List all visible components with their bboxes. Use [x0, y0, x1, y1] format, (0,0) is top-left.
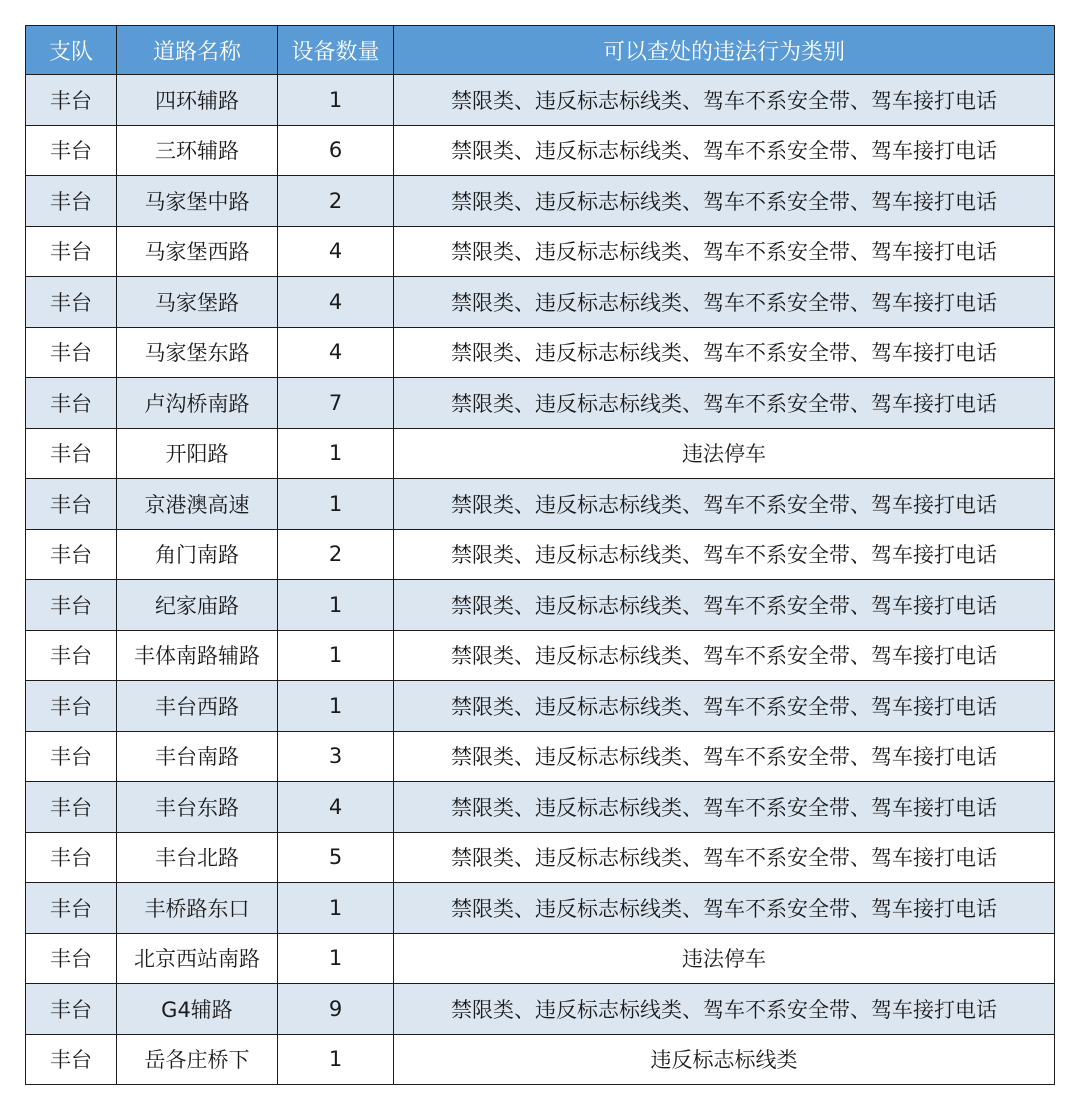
cell-violation-categories: 禁限类、违反标志标线类、驾车不系安全带、驾车接打电话: [394, 782, 1055, 833]
table-row: [26, 984, 1055, 1035]
cell-device-count: 4: [278, 226, 394, 277]
cell-device-count: 1: [278, 1034, 394, 1085]
cell-device-count: 4: [278, 277, 394, 328]
cell-road-name: 北京西站南路: [117, 933, 278, 984]
cell-violation-categories: 禁限类、违反标志标线类、驾车不系安全带、驾车接打电话: [394, 681, 1055, 732]
cell-detachment: 丰台: [26, 226, 117, 277]
cell-road-name: 京港澳高速: [117, 479, 278, 530]
cell-road-name: 丰体南路辅路: [117, 630, 278, 681]
cell-road-name: 四环辅路: [117, 75, 278, 126]
cell-road-name: 马家堡西路: [117, 226, 278, 277]
cell-violation-categories: 禁限类、违反标志标线类、驾车不系安全带、驾车接打电话: [394, 883, 1055, 934]
table-row: [26, 681, 1055, 732]
table-row: [26, 277, 1055, 328]
cell-violation-categories: 禁限类、违反标志标线类、驾车不系安全带、驾车接打电话: [394, 630, 1055, 681]
table-row: [26, 479, 1055, 530]
table-row: [26, 378, 1055, 429]
header-device-count: 设备数量: [278, 26, 394, 75]
cell-violation-categories: 禁限类、违反标志标线类、驾车不系安全带、驾车接打电话: [394, 984, 1055, 1035]
cell-road-name: 马家堡中路: [117, 176, 278, 227]
cell-device-count: 5: [278, 832, 394, 883]
cell-detachment: 丰台: [26, 75, 117, 126]
cell-road-name: 三环辅路: [117, 125, 278, 176]
table-row: [26, 1034, 1055, 1085]
cell-detachment: 丰台: [26, 630, 117, 681]
table-row: [26, 580, 1055, 631]
cell-violation-categories: 禁限类、违反标志标线类、驾车不系安全带、驾车接打电话: [394, 125, 1055, 176]
cell-road-name: 马家堡路: [117, 277, 278, 328]
table-body: [26, 75, 1055, 1085]
cell-violation-categories: 禁限类、违反标志标线类、驾车不系安全带、驾车接打电话: [394, 378, 1055, 429]
cell-detachment: 丰台: [26, 681, 117, 732]
device-table-container: [25, 25, 1054, 1085]
cell-road-name: 纪家庙路: [117, 580, 278, 631]
cell-violation-categories: 禁限类、违反标志标线类、驾车不系安全带、驾车接打电话: [394, 75, 1055, 126]
header-row: [26, 26, 1055, 75]
table-row: [26, 75, 1055, 126]
cell-device-count: 1: [278, 75, 394, 126]
cell-road-name: 卢沟桥南路: [117, 378, 278, 429]
cell-device-count: 1: [278, 933, 394, 984]
cell-road-name: 开阳路: [117, 428, 278, 479]
cell-violation-categories: 禁限类、违反标志标线类、驾车不系安全带、驾车接打电话: [394, 731, 1055, 782]
cell-violation-categories: 禁限类、违反标志标线类、驾车不系安全带、驾车接打电话: [394, 327, 1055, 378]
table-row: [26, 428, 1055, 479]
cell-device-count: 1: [278, 883, 394, 934]
cell-detachment: 丰台: [26, 378, 117, 429]
cell-road-name: G4辅路: [117, 984, 278, 1035]
cell-device-count: 4: [278, 327, 394, 378]
cell-device-count: 7: [278, 378, 394, 429]
cell-device-count: 1: [278, 479, 394, 530]
table-row: [26, 176, 1055, 227]
table-header: [26, 26, 1055, 75]
enforcement-device-table: [25, 25, 1055, 1085]
cell-road-name: 马家堡东路: [117, 327, 278, 378]
cell-violation-categories: 禁限类、违反标志标线类、驾车不系安全带、驾车接打电话: [394, 580, 1055, 631]
table-row: [26, 226, 1055, 277]
cell-violation-categories: 违法停车: [394, 933, 1055, 984]
header-detachment: 支队: [26, 26, 117, 75]
cell-violation-categories: 禁限类、违反标志标线类、驾车不系安全带、驾车接打电话: [394, 479, 1055, 530]
cell-detachment: 丰台: [26, 428, 117, 479]
table-row: [26, 731, 1055, 782]
cell-detachment: 丰台: [26, 327, 117, 378]
cell-detachment: 丰台: [26, 1034, 117, 1085]
cell-detachment: 丰台: [26, 277, 117, 328]
cell-road-name: 丰台东路: [117, 782, 278, 833]
cell-road-name: 丰桥路东口: [117, 883, 278, 934]
cell-device-count: 9: [278, 984, 394, 1035]
cell-violation-categories: 禁限类、违反标志标线类、驾车不系安全带、驾车接打电话: [394, 277, 1055, 328]
table-row: [26, 125, 1055, 176]
cell-detachment: 丰台: [26, 479, 117, 530]
cell-detachment: 丰台: [26, 580, 117, 631]
table-row: [26, 327, 1055, 378]
cell-detachment: 丰台: [26, 529, 117, 580]
cell-device-count: 4: [278, 782, 394, 833]
cell-detachment: 丰台: [26, 176, 117, 227]
cell-detachment: 丰台: [26, 984, 117, 1035]
table-row: [26, 630, 1055, 681]
cell-road-name: 丰台北路: [117, 832, 278, 883]
cell-detachment: 丰台: [26, 731, 117, 782]
cell-road-name: 角门南路: [117, 529, 278, 580]
cell-detachment: 丰台: [26, 832, 117, 883]
table-row: [26, 832, 1055, 883]
cell-road-name: 岳各庄桥下: [117, 1034, 278, 1085]
cell-road-name: 丰台南路: [117, 731, 278, 782]
cell-detachment: 丰台: [26, 782, 117, 833]
cell-road-name: 丰台西路: [117, 681, 278, 732]
cell-device-count: 1: [278, 630, 394, 681]
cell-device-count: 3: [278, 731, 394, 782]
cell-violation-categories: 禁限类、违反标志标线类、驾车不系安全带、驾车接打电话: [394, 226, 1055, 277]
cell-detachment: 丰台: [26, 883, 117, 934]
cell-detachment: 丰台: [26, 933, 117, 984]
cell-violation-categories: 禁限类、违反标志标线类、驾车不系安全带、驾车接打电话: [394, 176, 1055, 227]
cell-violation-categories: 违法停车: [394, 428, 1055, 479]
cell-device-count: 2: [278, 529, 394, 580]
cell-violation-categories: 禁限类、违反标志标线类、驾车不系安全带、驾车接打电话: [394, 529, 1055, 580]
cell-device-count: 2: [278, 176, 394, 227]
header-road-name: 道路名称: [117, 26, 278, 75]
cell-violation-categories: 禁限类、违反标志标线类、驾车不系安全带、驾车接打电话: [394, 832, 1055, 883]
header-violation-categories: 可以查处的违法行为类别: [394, 26, 1055, 75]
cell-violation-categories: 违反标志标线类: [394, 1034, 1055, 1085]
cell-device-count: 6: [278, 125, 394, 176]
table-row: [26, 933, 1055, 984]
cell-device-count: 1: [278, 681, 394, 732]
table-row: [26, 782, 1055, 833]
cell-device-count: 1: [278, 428, 394, 479]
table-row: [26, 883, 1055, 934]
cell-device-count: 1: [278, 580, 394, 631]
table-row: [26, 529, 1055, 580]
cell-detachment: 丰台: [26, 125, 117, 176]
